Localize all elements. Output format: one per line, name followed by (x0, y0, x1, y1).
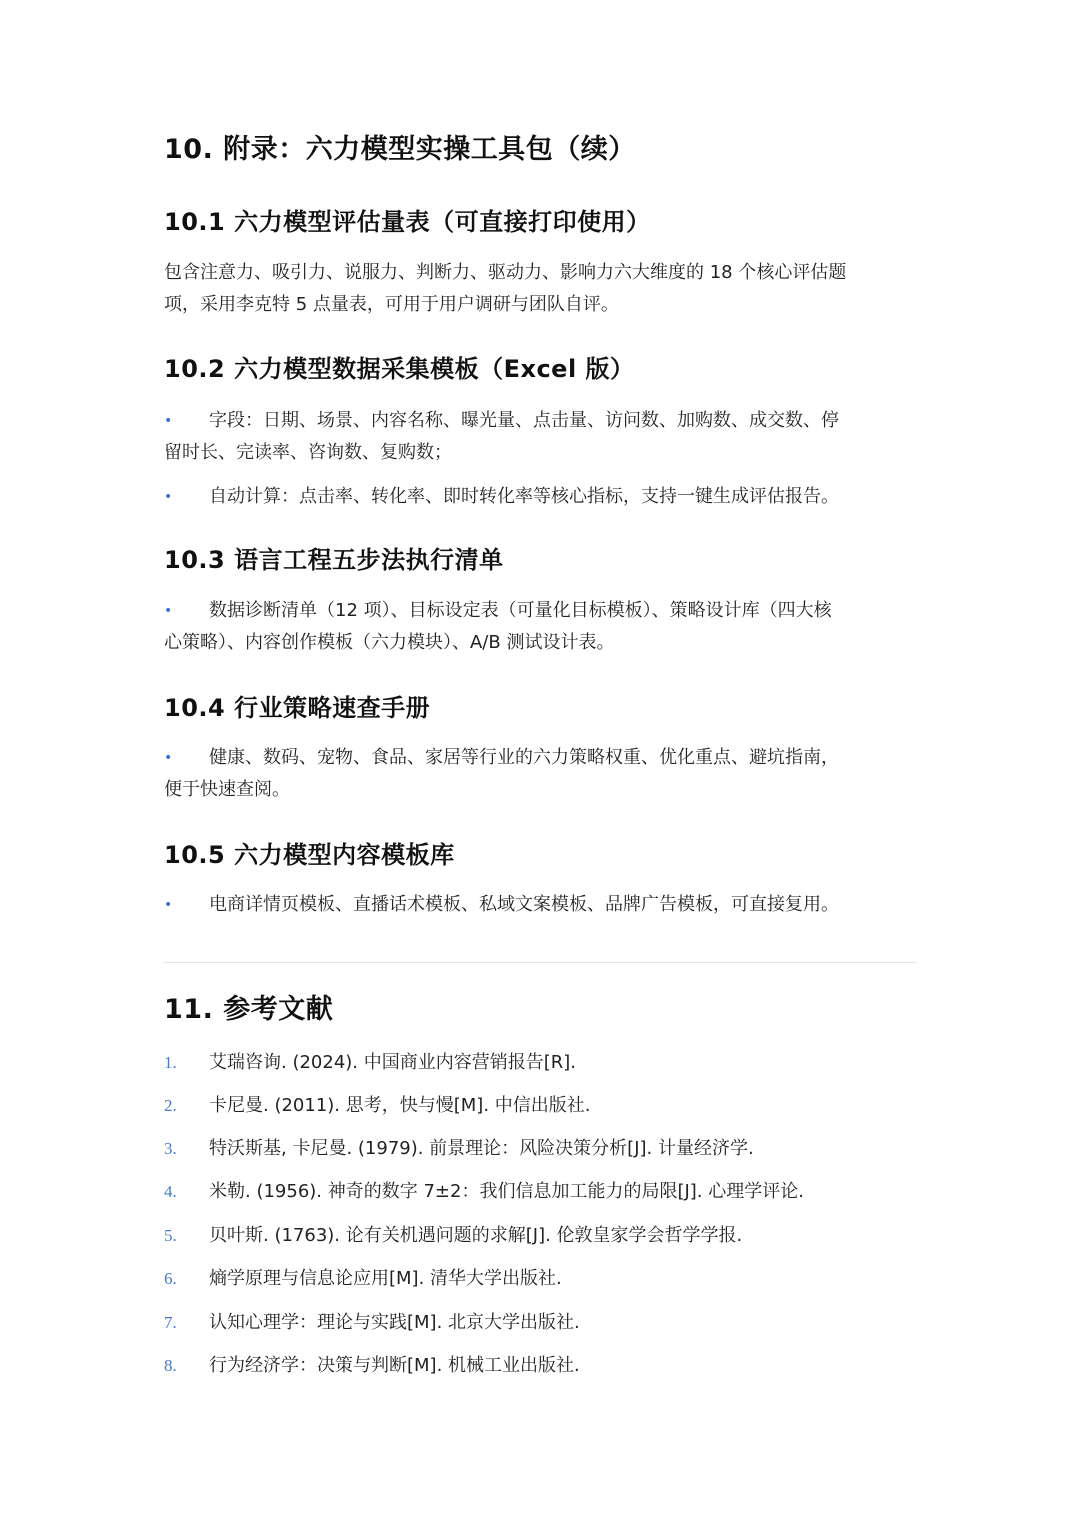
bullet-text-continued: 便于快速查阅。 (164, 779, 290, 800)
body-line: 包含注意力、吸引力、说服力、判断力、驱动力、影响力六大维度的 18 个核心评估题 (164, 262, 847, 283)
bullet-item (164, 595, 916, 659)
reference-text: 特沃斯基, 卡尼曼. (1979). 前景理论：风险决策分析[J]. 计量经济学. (209, 1138, 754, 1159)
bullet-icon: • (164, 897, 173, 913)
section-10-3-title: 10.3 语言工程五步法执行清单 (164, 546, 504, 574)
reference-text: 行为经济学：决策与判断[M]. 机械工业出版社. (209, 1355, 580, 1376)
reference-number: 8. (164, 1356, 177, 1375)
reference-number: 4. (164, 1182, 177, 1201)
bullet-text: 自动计算：点击率、转化率、即时转化率等核心指标，支持一键生成评估报告。 (209, 486, 839, 507)
reference-text: 卡尼曼. (2011). 思考，快与慢[M]. 中信出版社. (209, 1095, 591, 1116)
reference-text: 米勒. (1956). 神奇的数字 7±2：我们信息加工能力的局限[J]. 心理学评论. (209, 1181, 804, 1202)
body-line: 项，采用李克特 5 点量表，可用于用户调研与团队自评。 (164, 294, 619, 315)
reference-text: 认知心理学：理论与实践[M]. 北京大学出版社. (209, 1312, 580, 1333)
reference-text: 艾瑞咨询. (2024). 中国商业内容营销报告[R]. (209, 1052, 577, 1073)
section-10-4-title: 10.4 行业策略速查手册 (164, 694, 431, 722)
bullet-icon: • (164, 489, 173, 505)
bullet-item (164, 742, 916, 806)
section-10-1-title: 10.1 六力模型评估量表（可直接打印使用） (164, 208, 651, 236)
section-10-1-body (164, 257, 916, 321)
reference-text: 贝叶斯. (1763). 论有关机遇问题的求解[J]. 伦敦皇家学会哲学学报. (209, 1225, 743, 1246)
bullet-icon: • (164, 603, 173, 619)
bullet-text: 电商详情页模板、直播话术模板、私域文案模板、品牌广告模板，可直接复用。 (209, 894, 839, 915)
section-11-title: 11. 参考文献 (164, 994, 334, 1025)
bullet-item (164, 481, 916, 513)
section-10-title: 10. 附录：六力模型实操工具包（续） (164, 134, 636, 165)
reference-number: 5. (164, 1226, 177, 1245)
bullet-text-continued: 心策略）、内容创作模板（六力模块）、A/B 测试设计表。 (164, 632, 615, 653)
section-10-5-title: 10.5 六力模型内容模板库 (164, 841, 455, 869)
reference-number: 6. (164, 1269, 177, 1288)
section-divider (164, 962, 916, 963)
reference-number: 1. (164, 1053, 177, 1072)
bullet-item (164, 405, 916, 469)
reference-text: 熵学原理与信息论应用[M]. 清华大学出版社. (209, 1268, 562, 1289)
bullet-text: 数据诊断清单（12 项）、目标设定表（可量化目标模板）、策略设计库（四大核 (209, 600, 832, 621)
bullet-item (164, 889, 916, 921)
reference-number: 3. (164, 1139, 177, 1158)
bullet-text: 健康、数码、宠物、食品、家居等行业的六力策略权重、优化重点、避坑指南， (209, 747, 839, 768)
bullet-text-continued: 留时长、完读率、咨询数、复购数； (164, 442, 452, 463)
section-10-2-title: 10.2 六力模型数据采集模板（Excel 版） (164, 355, 635, 383)
reference-number: 2. (164, 1096, 177, 1115)
bullet-text: 字段：日期、场景、内容名称、曝光量、点击量、访问数、加购数、成交数、停 (209, 410, 839, 431)
reference-number: 7. (164, 1313, 177, 1332)
bullet-icon: • (164, 750, 173, 766)
bullet-icon: • (164, 413, 173, 429)
